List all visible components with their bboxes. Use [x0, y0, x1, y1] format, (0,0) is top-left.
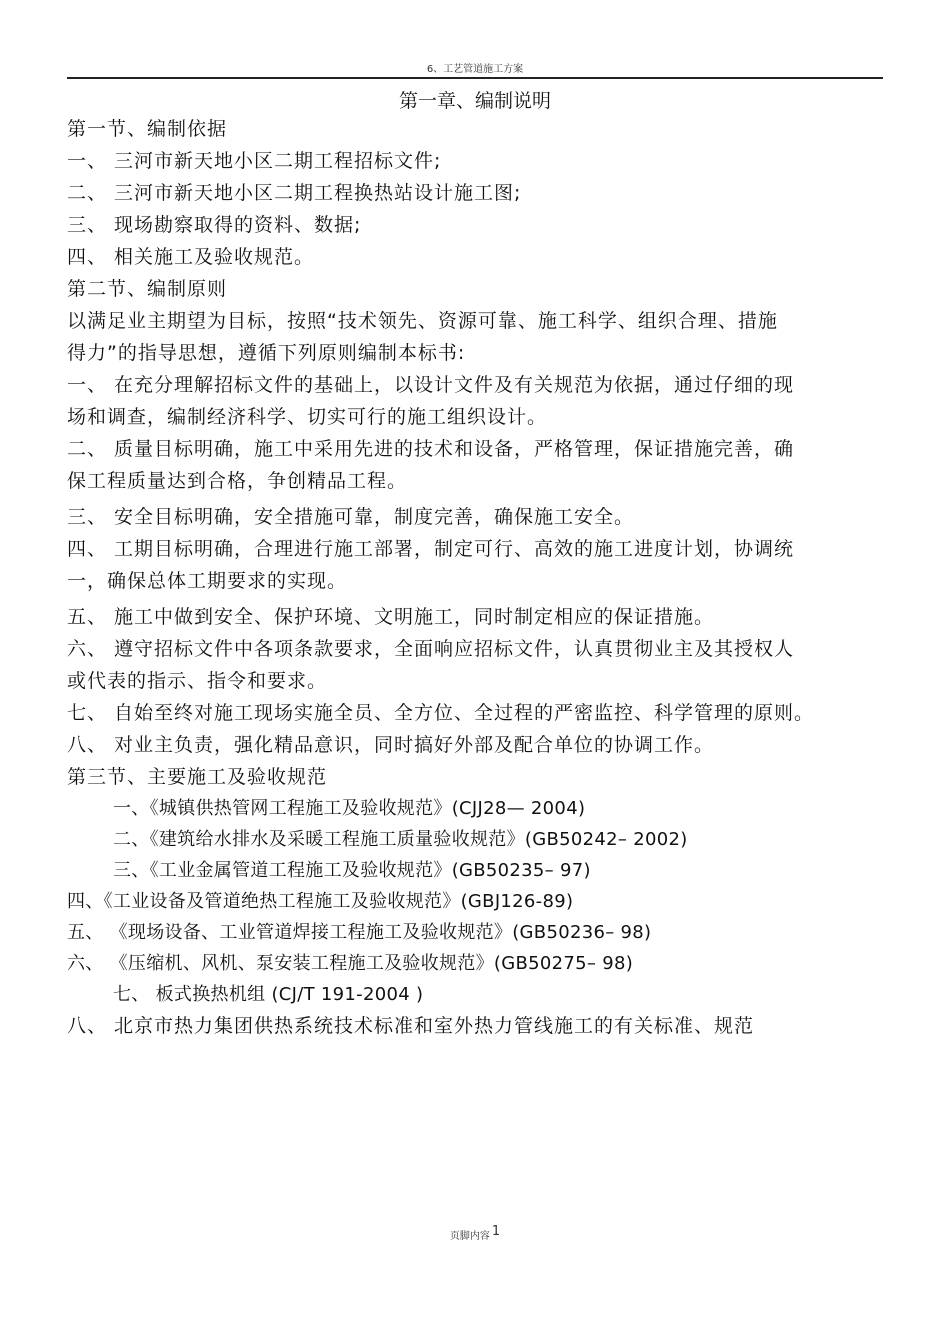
- section-heading-3: 第三节、主要施工及验收规范: [67, 766, 328, 788]
- spec-item-1: 一、《城镇供热管网工程施工及验收规范》(CJJ28— 2004): [113, 798, 586, 819]
- spec-item-5: 五、 《现场设备、工业管道焊接工程施工及验收规范》(GB50236– 98): [67, 922, 652, 943]
- principle-7: 七、 自始至终对施工现场实施全员、全方位、全过程的严密监控、科学管理的原则。: [67, 702, 815, 724]
- section-heading-1: 第一节、编制依据: [67, 118, 228, 140]
- principle-2-line-1: 二、 质量目标明确，施工中采用先进的技术和设备，严格管理，保证措施完善，确: [67, 438, 795, 460]
- document-body: [67, 113, 887, 1042]
- basis-item-3: 三、 现场勘察取得的资料、数据;: [67, 214, 362, 236]
- principle-2-line-2: 保工程质量达到合格，争创精品工程。: [67, 470, 408, 492]
- basis-item-4: 四、 相关施工及验收规范。: [67, 246, 315, 268]
- spec-item-2: 二、《建筑给水排水及采暖工程施工质量验收规范》(GB50242– 2002): [113, 829, 688, 850]
- principle-4-line-1: 四、 工期目标明确，合理进行施工部署，制定可行、高效的施工进度计划，协调统: [67, 538, 795, 560]
- principle-6-line-2: 或代表的指示、指令和要求。: [67, 670, 328, 692]
- principle-6-line-1: 六、 遵守招标文件中各项条款要求，全面响应招标文件，认真贯彻业主及其授权人: [67, 638, 795, 660]
- spec-item-4: 四、《工业设备及管道绝热工程施工及验收规范》(GBJ126-89): [67, 891, 574, 912]
- header-rule: [67, 77, 883, 79]
- principle-3: 三、 安全目标明确，安全措施可靠，制度完善，确保施工安全。: [67, 506, 635, 528]
- basis-item-1: 一、 三河市新天地小区二期工程招标文件;: [67, 150, 442, 172]
- principle-intro-line-2: 得力”的指导思想，遵循下列原则编制本标书:: [67, 342, 466, 364]
- spec-item-6: 六、 《压缩机、风机、泵安装工程施工及验收规范》(GB50275– 98): [67, 953, 634, 974]
- principle-intro-line-1: 以满足业主期望为目标，按照“技术领先、资源可靠、施工科学、组织合理、措施: [67, 310, 778, 332]
- running-header: 6、工艺管道施工方案: [426, 64, 524, 75]
- principle-1-line-1: 一、 在充分理解招标文件的基础上，以设计文件及有关规范为依据，通过仔细的现: [67, 374, 795, 396]
- spec-item-3: 三、《工业金属管道工程施工及验收规范》(GB50235– 97): [113, 860, 591, 881]
- chapter-title: 第一章、编制说明: [398, 90, 551, 112]
- principle-4-line-2: 一，确保总体工期要求的实现。: [67, 570, 348, 592]
- page-number: 1: [491, 1224, 501, 1239]
- principle-8: 八、 对业主负责，强化精品意识，同时搞好外部及配合单位的协调工作。: [67, 734, 715, 756]
- basis-item-2: 二、 三河市新天地小区二期工程换热站设计施工图;: [67, 182, 522, 204]
- spec-item-8: 八、 北京市热力集团供热系统技术标准和室外热力管线施工的有关标准、规范: [67, 1015, 755, 1037]
- footer-label: 页脚内容: [449, 1231, 490, 1242]
- principle-1-line-2: 场和调查，编制经济科学、切实可行的施工组织设计。: [67, 406, 548, 428]
- principle-5: 五、 施工中做到安全、保护环境、文明施工，同时制定相应的保证措施。: [67, 606, 715, 628]
- page-footer: [0, 1224, 950, 1242]
- section-heading-2: 第二节、编制原则: [67, 278, 228, 300]
- spec-item-7: 七、 板式换热机组 (CJ/T 191-2004 ): [113, 984, 424, 1005]
